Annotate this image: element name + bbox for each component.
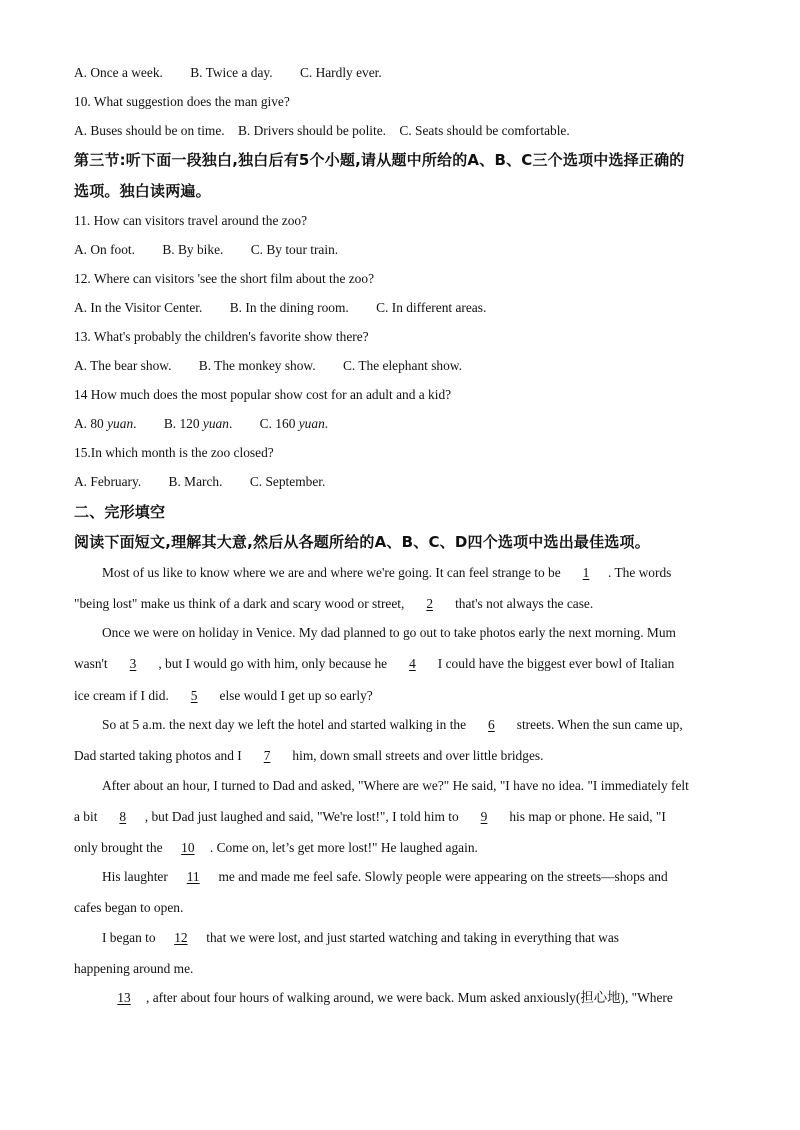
q10-options: [74, 123, 730, 139]
option: C. Hardly ever.: [299, 65, 382, 80]
question-options: [74, 416, 730, 432]
passage-line: cafes began to open.: [74, 900, 184, 915]
cloze-blank[interactable]: 12: [174, 930, 188, 945]
cloze-blank[interactable]: 5: [190, 688, 198, 703]
passage-line: I began to 12 that we were lost, and just started watching and taking in everything that was: [102, 930, 620, 945]
passage-line: "being lost" make us think of a dark and scary wood or street, 2 that's not always the case.: [74, 596, 594, 611]
question-stem: 11. How can visitors travel around the zoo?: [74, 213, 308, 228]
cloze-blank[interactable]: 7: [263, 748, 271, 763]
passage-line: Dad started taking photos and I 7 him, down small streets and over little bridges.: [74, 748, 544, 763]
option: B. The monkey show.: [198, 358, 316, 373]
passage-line: happening around me.: [74, 961, 194, 976]
option: B. 120 yuan.: [163, 416, 233, 431]
option: C. In different areas.: [376, 300, 487, 315]
passage-line: wasn't 3 , but I would go with him, only because he 4 I could have the biggest ever bowl of Italian: [74, 656, 675, 671]
question-stem: 10. What suggestion does the man give?: [74, 94, 290, 109]
option: A. In the Visitor Center.: [74, 300, 203, 315]
passage-line: a bit 8 , but Dad just laughed and said, "We're lost!", I told him to 9 his map or phone. He said, "I: [74, 809, 666, 824]
passage-line: only brought the 10 . Come on, let’s get more lost!" He laughed again.: [74, 840, 478, 855]
option: B. Twice a day.: [190, 65, 273, 80]
cloze-blank[interactable]: 13: [117, 990, 131, 1005]
section-title: 二、完形填空: [74, 503, 166, 521]
cloze-blank[interactable]: 3: [129, 656, 137, 671]
section-instruction: 阅读下面短文,理解其大意,然后从各题所给的A、B、C、D四个选项中选出最佳选项。: [74, 533, 650, 551]
option: B. In the dining room.: [229, 300, 349, 315]
question-stem: 12. Where can visitors 'see the short film about the zoo?: [74, 271, 375, 286]
option: A. February.: [74, 474, 142, 489]
cloze-blank[interactable]: 6: [488, 717, 495, 732]
question-options: [74, 242, 730, 258]
passage-line: ice cream if I did. 5 else would I get up so early?: [74, 688, 373, 703]
question-options: [74, 300, 730, 316]
option: A. 80 yuan.: [74, 416, 137, 431]
passage-line: His laughter 11 me and made me feel safe. Slowly people were appearing on the streets—shops and: [102, 869, 668, 884]
cloze-blank[interactable]: 10: [181, 840, 195, 855]
question-stem: 13. What's probably the children's favorite show there?: [74, 329, 369, 344]
question-options: [74, 474, 730, 490]
option: C. 160 yuan.: [259, 416, 329, 431]
option: B. Drivers should be polite.: [238, 123, 387, 138]
cloze-blank[interactable]: 2: [426, 596, 434, 611]
passage-line: After about an hour, I turned to Dad and asked, "Where are we?" He said, "I have no idea. "I immediately felt: [102, 778, 689, 793]
option: A. The bear show.: [74, 358, 172, 373]
option: B. By bike.: [162, 242, 224, 257]
question-stem: 14 How much does the most popular show cost for an adult and a kid?: [74, 387, 452, 402]
option: C. Seats should be comfortable.: [399, 123, 570, 138]
cloze-blank[interactable]: 11: [186, 869, 200, 884]
passage-line: So at 5 a.m. the next day we left the hotel and started walking in the 6 streets. When the sun came up,: [102, 717, 683, 732]
question-stem: 15.In which month is the zoo closed?: [74, 445, 274, 460]
option: C. September.: [249, 474, 326, 489]
option: A. Buses should be on time.: [74, 123, 225, 138]
cloze-blank[interactable]: 9: [480, 809, 488, 824]
option: A. Once a week.: [74, 65, 163, 80]
section-heading: 第三节:听下面一段独白,独白后有5个小题,请从题中所给的A、B、C三个选项中选择正确的: [74, 151, 685, 169]
passage-line: 13 , after about four hours of walking around, we were back. Mum asked anxiously(担心地), "Where: [102, 990, 730, 1006]
section-heading: 选项。独白读两遍。: [74, 182, 211, 200]
question-options: [74, 358, 730, 374]
q9-options: [74, 65, 730, 81]
option: B. March.: [168, 474, 223, 489]
cloze-blank[interactable]: 1: [582, 565, 590, 580]
passage-line: Once we were on holiday in Venice. My dad planned to go out to take photos early the next morning. Mum: [102, 625, 676, 640]
option: A. On foot.: [74, 242, 135, 257]
cloze-blank[interactable]: 4: [409, 656, 416, 671]
option: C. By tour train.: [250, 242, 339, 257]
cloze-blank[interactable]: 8: [119, 809, 127, 824]
passage-line: Most of us like to know where we are and where we're going. It can feel strange to be 1 . The words: [102, 565, 672, 580]
option: C. The elephant show.: [342, 358, 462, 373]
